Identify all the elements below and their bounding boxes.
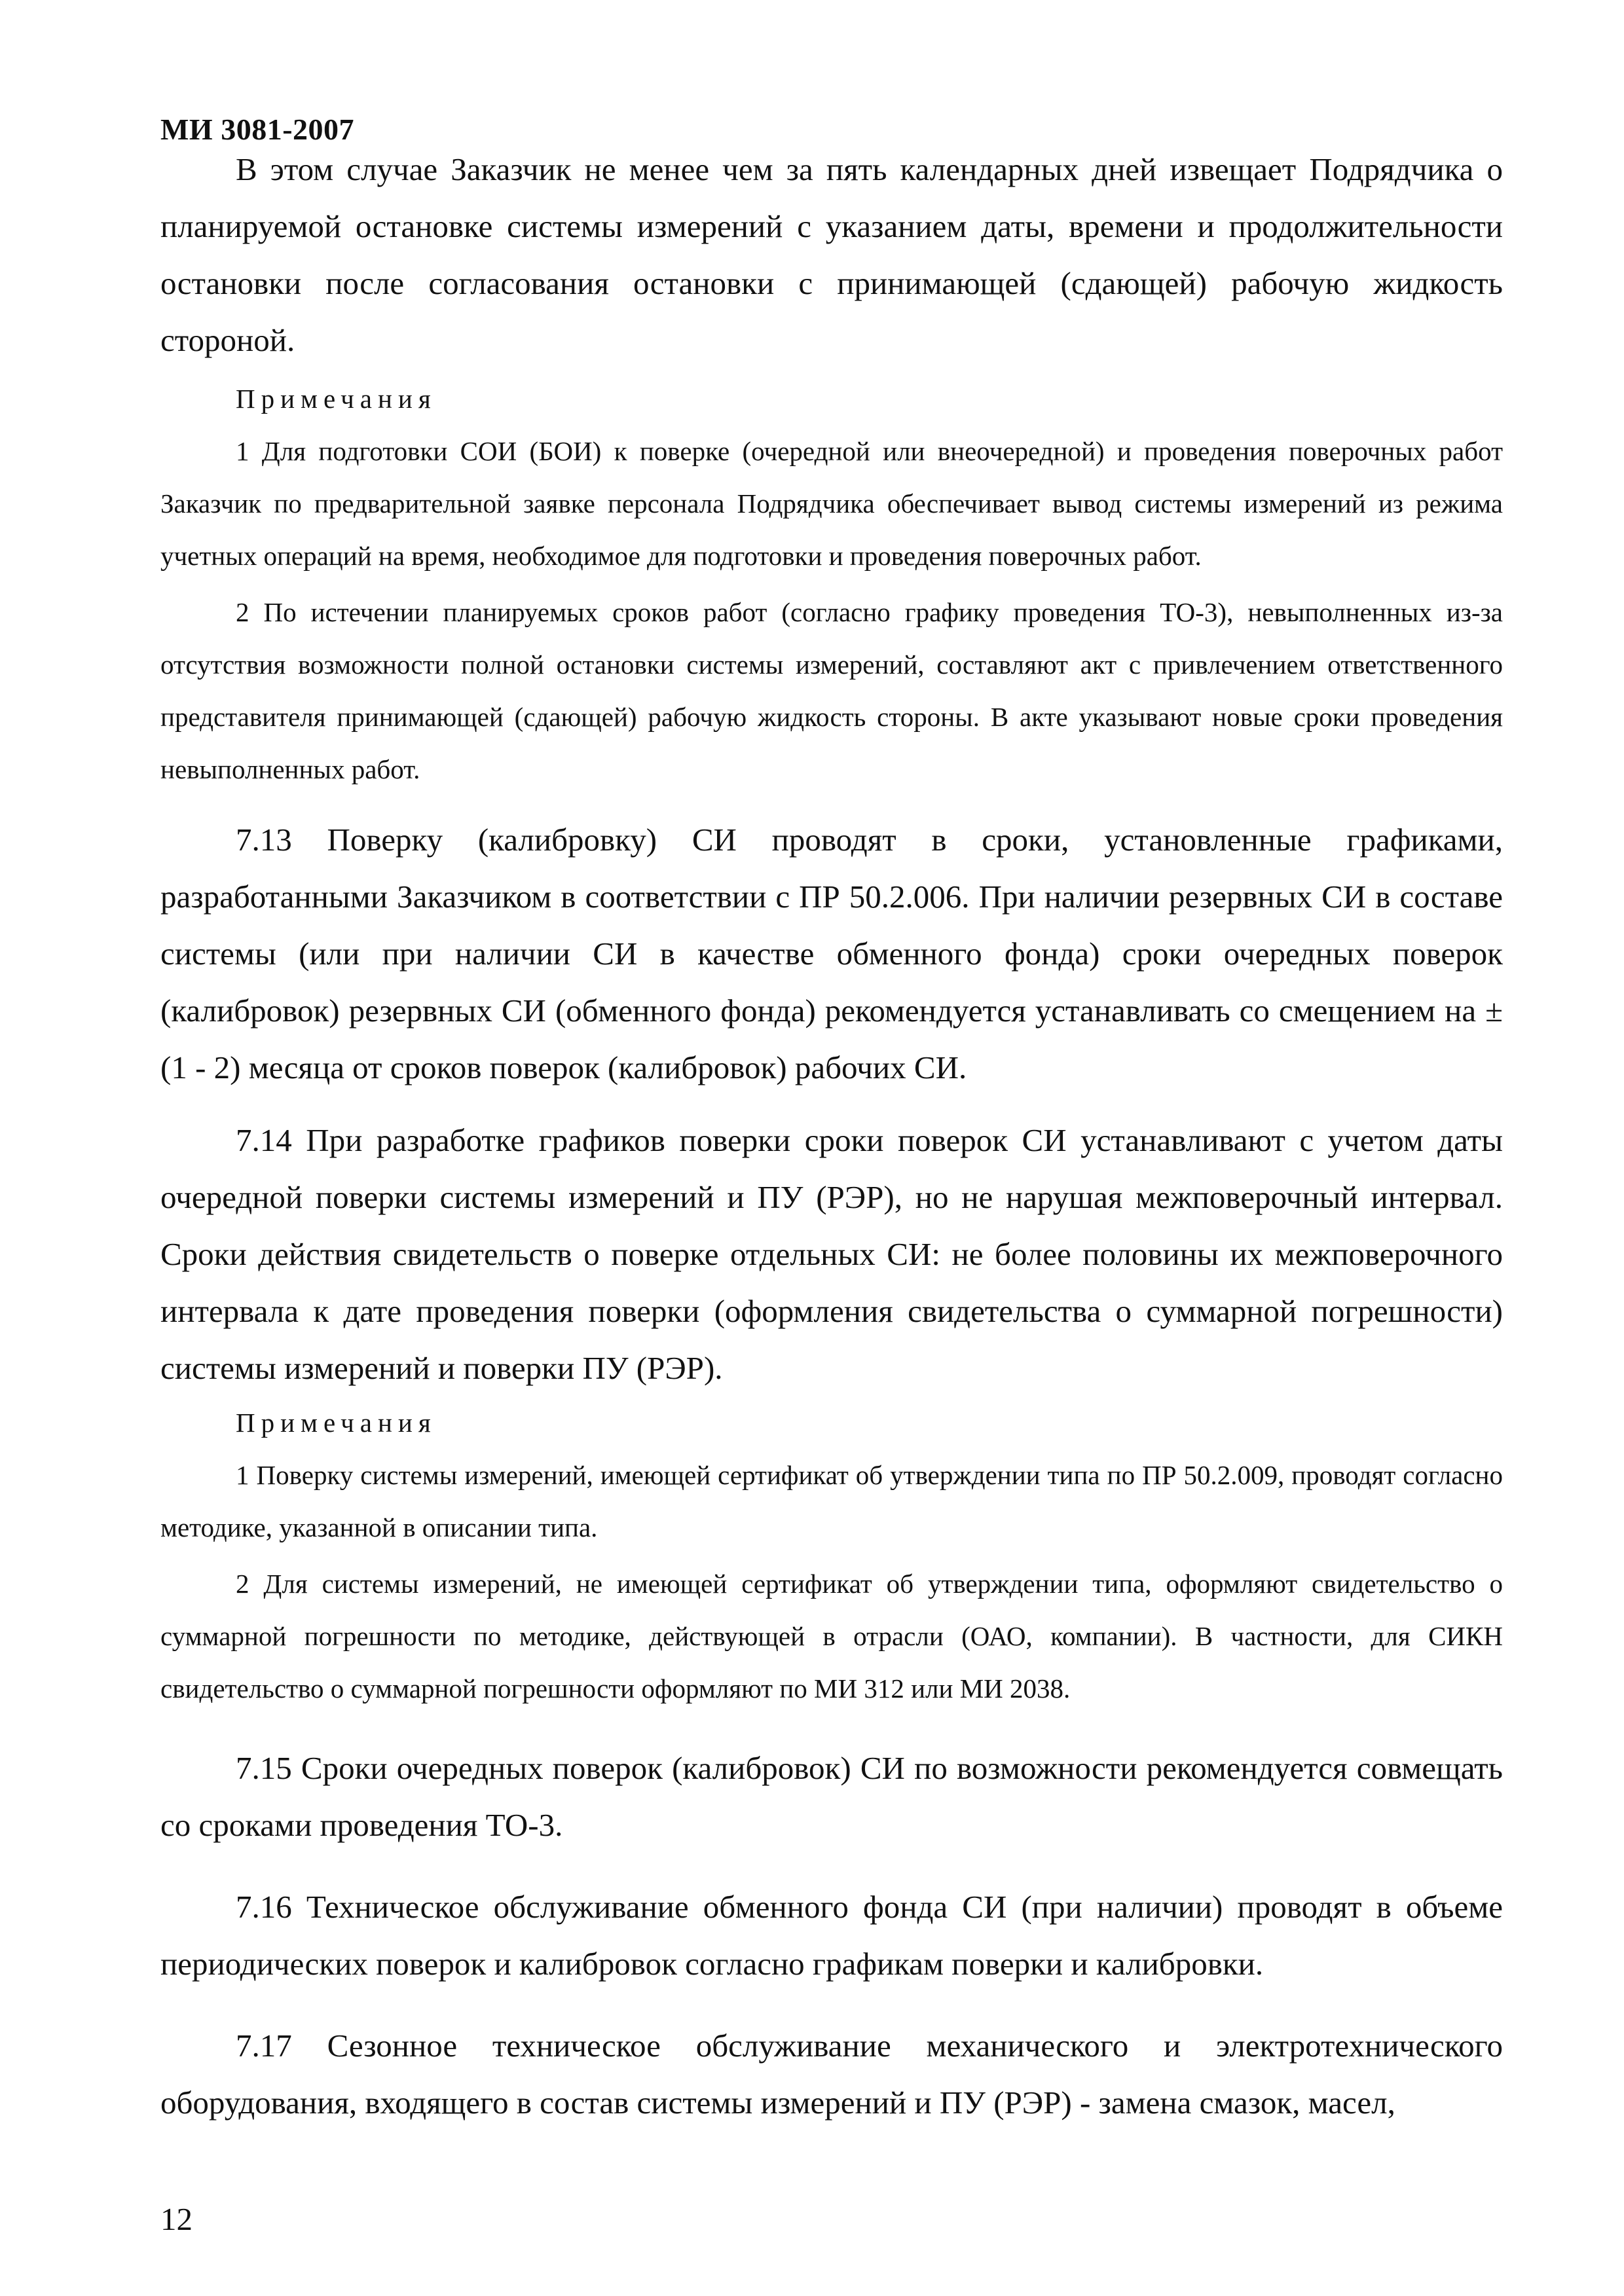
document-header: МИ 3081-2007	[160, 113, 355, 146]
paragraph-intro: В этом случае Заказчик не менее чем за пять календарных дней извещает Подрядчика о планируемой остановке системы измерений с указанием даты, времени и продолжительности остановки после согласования остановки с принимающей (сдающей) рабочую жидкость стороной.	[160, 151, 1503, 358]
notes-heading-2: Примечания	[236, 1408, 437, 1438]
section-7-13: 7.13 Поверку (калибровку) СИ проводят в сроки, установленные графиками, разработанными Заказчиком в соответствии с ПР 50.2.006. При наличии резервных СИ в составе системы (или при наличии СИ в качестве обменного фонда) сроки очередных поверок (калибровок) резервных СИ (обменного фонда) рекомендуется устанавливать со смещением на ± (1 - 2) месяца от сроков поверок (калибровок) рабочих СИ.	[160, 822, 1503, 1085]
section-7-15: 7.15 Сроки очередных поверок (калибровок) СИ по возможности рекомендуется совмещать со сроками проведения ТО-3.	[160, 1750, 1503, 1843]
document-body	[160, 141, 1503, 2131]
section-7-14: 7.14 При разработке графиков поверки сроки поверок СИ устанавливают с учетом даты очередной поверки системы измерений и ПУ (РЭР), но не нарушая межповерочный интервал. Сроки действия свидетельств о поверке отдельных СИ: не более половины их межповерочного интервала к дате проведения поверки (оформления свидетельства о суммарной погрешности) системы измерений и поверки ПУ (РЭР).	[160, 1122, 1503, 1386]
notes-heading: Примечания	[236, 384, 437, 414]
section-7-17: 7.17 Сезонное техническое обслуживание механического и электротехнического оборудования, входящего в состав системы измерений и ПУ (РЭР) - замена смазок, масел,	[160, 2028, 1503, 2121]
page-number: 12	[160, 2201, 193, 2237]
note-4: 2 Для системы измерений, не имеющей сертификат об утверждении типа, оформляют свидетельство о суммарной погрешности по методике, действующей в отрасли (ОАО, компании). В частности, для СИКН свидетельство о суммарной погрешности оформляют по МИ 312 или МИ 2038.	[160, 1569, 1503, 1704]
section-7-16: 7.16 Техническое обслуживание обменного фонда СИ (при наличии) проводят в объеме периодических поверок и калибровок согласно графикам поверки и калибровки.	[160, 1889, 1503, 1982]
note-3: 1 Поверку системы измерений, имеющей сертификат об утверждении типа по ПР 50.2.009, проводят согласно методике, указанной в описании типа.	[160, 1460, 1503, 1542]
note-1: 1 Для подготовки СОИ (БОИ) к поверке (очередной или внеочередной) и проведения поверочных работ Заказчик по предварительной заявке персонала Подрядчика обеспечивает вывод системы измерений из режима учетных операций на время, необходимое для подготовки и проведения поверочных работ.	[160, 436, 1503, 571]
note-2: 2 По истечении планируемых сроков работ (согласно графику проведения ТО-3), невыполненных из-за отсутствия возможности полной остановки системы измерений, составляют акт с привлечением ответственного представителя принимающей (сдающей) рабочую жидкость стороны. В акте указывают новые сроки проведения невыполненных работ.	[160, 597, 1503, 784]
